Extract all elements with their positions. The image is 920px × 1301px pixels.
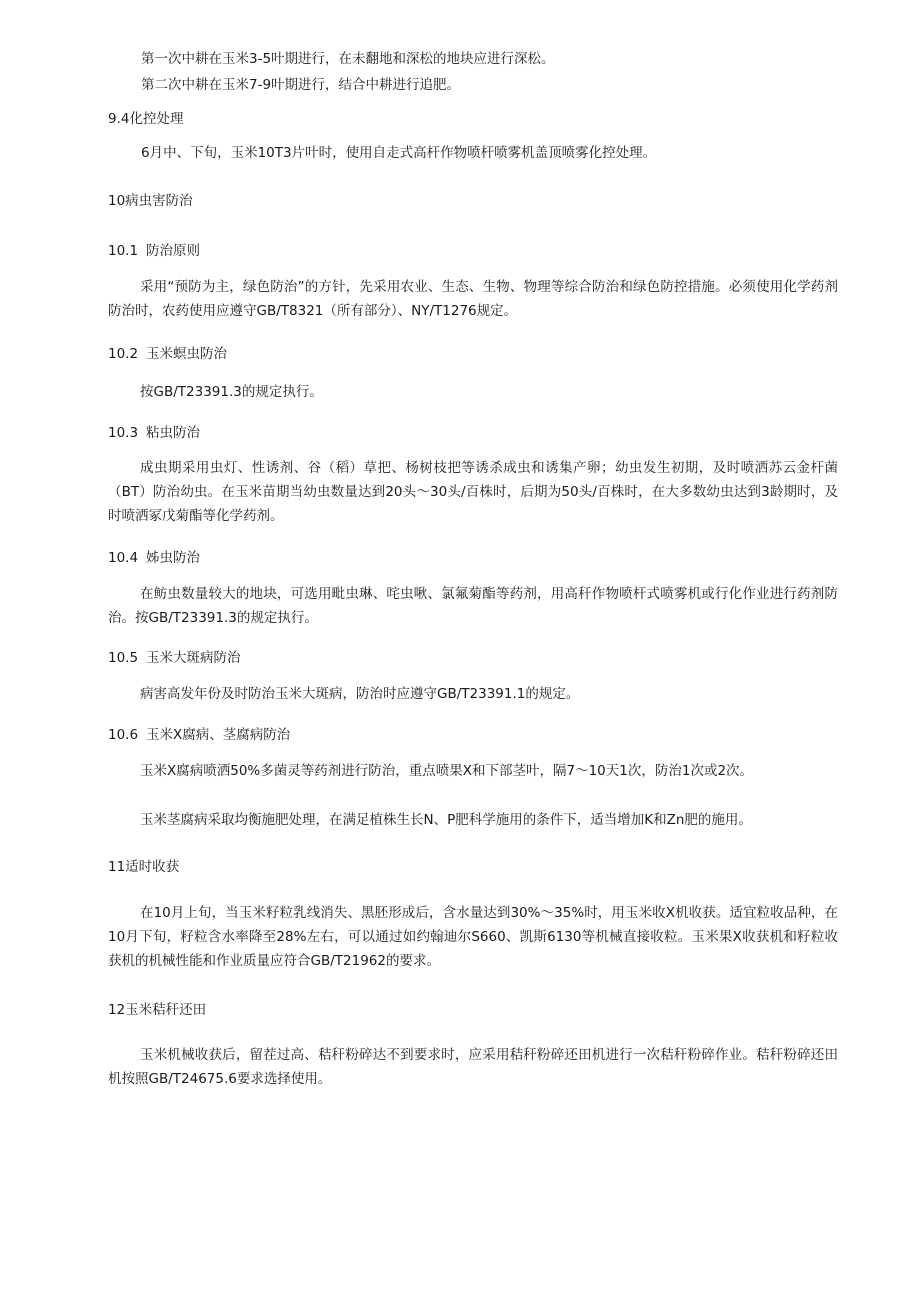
section-12-body: 玉米机械收获后，留茬过高、秸秆粉碎达不到要求时，应采用秸秆粉碎还田机进行一次秸秆粉碎作业。秸秆粉碎还田机按照GB/T24675.6要求选择使用。 [108, 1047, 838, 1087]
section-11-heading: 11适时收获 [108, 859, 180, 875]
section-title: 防治原则 [146, 243, 200, 259]
section-10-2-heading [108, 344, 227, 364]
section-10-5-body: 病害高发年份及时防治玉米大斑病，防治时应遵守GB/T23391.1的规定。 [140, 686, 580, 702]
section-title: 玉米X腐病、茎腐病防治 [146, 727, 291, 743]
section-10-1-body: 采用“预防为主，绿色防治”的方针，先采用农业、生态、生物、物理等综合防治和绿色防控措施。必须使用化学药剂防治时，农药使用应遵守GB/T8321（所有部分）、NY/T1276规定。 [108, 279, 838, 319]
section-10-5-heading [108, 648, 241, 668]
section-title: 玉米大斑病防治 [146, 650, 241, 666]
section-title: 玉米螟虫防治 [146, 346, 227, 362]
section-10-3-heading [108, 423, 200, 443]
section-title: 姊虫防治 [146, 550, 200, 566]
section-10-6-body-1: 玉米X腐病喷洒50%多菌灵等药剂进行防治，重点喷果X和下部茎叶，隔7～10天1次，防治1次或2次。 [140, 763, 754, 779]
intro-line-2: 第二次中耕在玉米7-9叶期进行，结合中耕进行追肥。 [141, 77, 461, 93]
section-10-6-heading [108, 725, 290, 745]
section-10-heading: 10病虫害防治 [108, 193, 193, 209]
intro-line-1: 第一次中耕在玉米3-5叶期进行，在未翻地和深松的地块应进行深松。 [141, 51, 555, 67]
section-10-4-heading [108, 548, 200, 568]
section-10-1-heading [108, 241, 200, 261]
section-10-3-body: 成虫期采用虫灯、性诱剂、谷（稻）草把、杨树枝把等诱杀成虫和诱集产卵；幼虫发生初期，及时喷洒苏云金杆菌（BT）防治幼虫。在玉米苗期当幼虫数量达到20头～30头/百株时，后期为50头/百株时，在大多数幼虫达到3龄期时，及时喷洒冢戊菊酯等化学药剂。 [108, 460, 838, 524]
section-9-4-body: 6月中、下旬，玉米10T3片叶时，使用自走式高杆作物喷杆喷雾机盖顶喷雾化控处理。 [141, 145, 657, 161]
section-10-4-body: 在鲂虫数量较大的地块，可选用毗虫琳、咤虫啾、氯氟菊酯等药剂，用高秆作物喷杆式喷雾机或行化作业进行药剂防治。按GB/T23391.3的规定执行。 [108, 586, 838, 626]
section-title: 粘虫防治 [146, 425, 200, 441]
section-number: 10.6 [108, 727, 139, 743]
section-10-2-body: 按GB/T23391.3的规定执行。 [140, 384, 323, 400]
section-number: 10.2 [108, 346, 139, 362]
section-10-6-body-2: 玉米茎腐病采取均衡施肥处理，在满足植株生长N、P肥科学施用的条件下，适当增加K和Zn肥的施用。 [140, 812, 752, 828]
section-number: 10.4 [108, 550, 139, 566]
section-number: 10.1 [108, 243, 139, 259]
section-12-heading: 12玉米秸秆还田 [108, 1002, 207, 1018]
section-11-body: 在10月上旬，当玉米籽粒乳线消失、黑胚形成后，含水量达到30%～35%时，用玉米收X机收获。适宜粒收品种，在10月下旬，籽粒含水率降至28%左右，可以通过如约翰迪尔S660、凯斯6130等机械直接收粒。玉米果X收获机和籽粒收获机的机械性能和作业质量应符合GB/T21962的要求。 [108, 905, 838, 969]
section-number: 10.5 [108, 650, 139, 666]
section-9-4-heading: 9.4化控处理 [108, 111, 184, 127]
section-number: 10.3 [108, 425, 139, 441]
